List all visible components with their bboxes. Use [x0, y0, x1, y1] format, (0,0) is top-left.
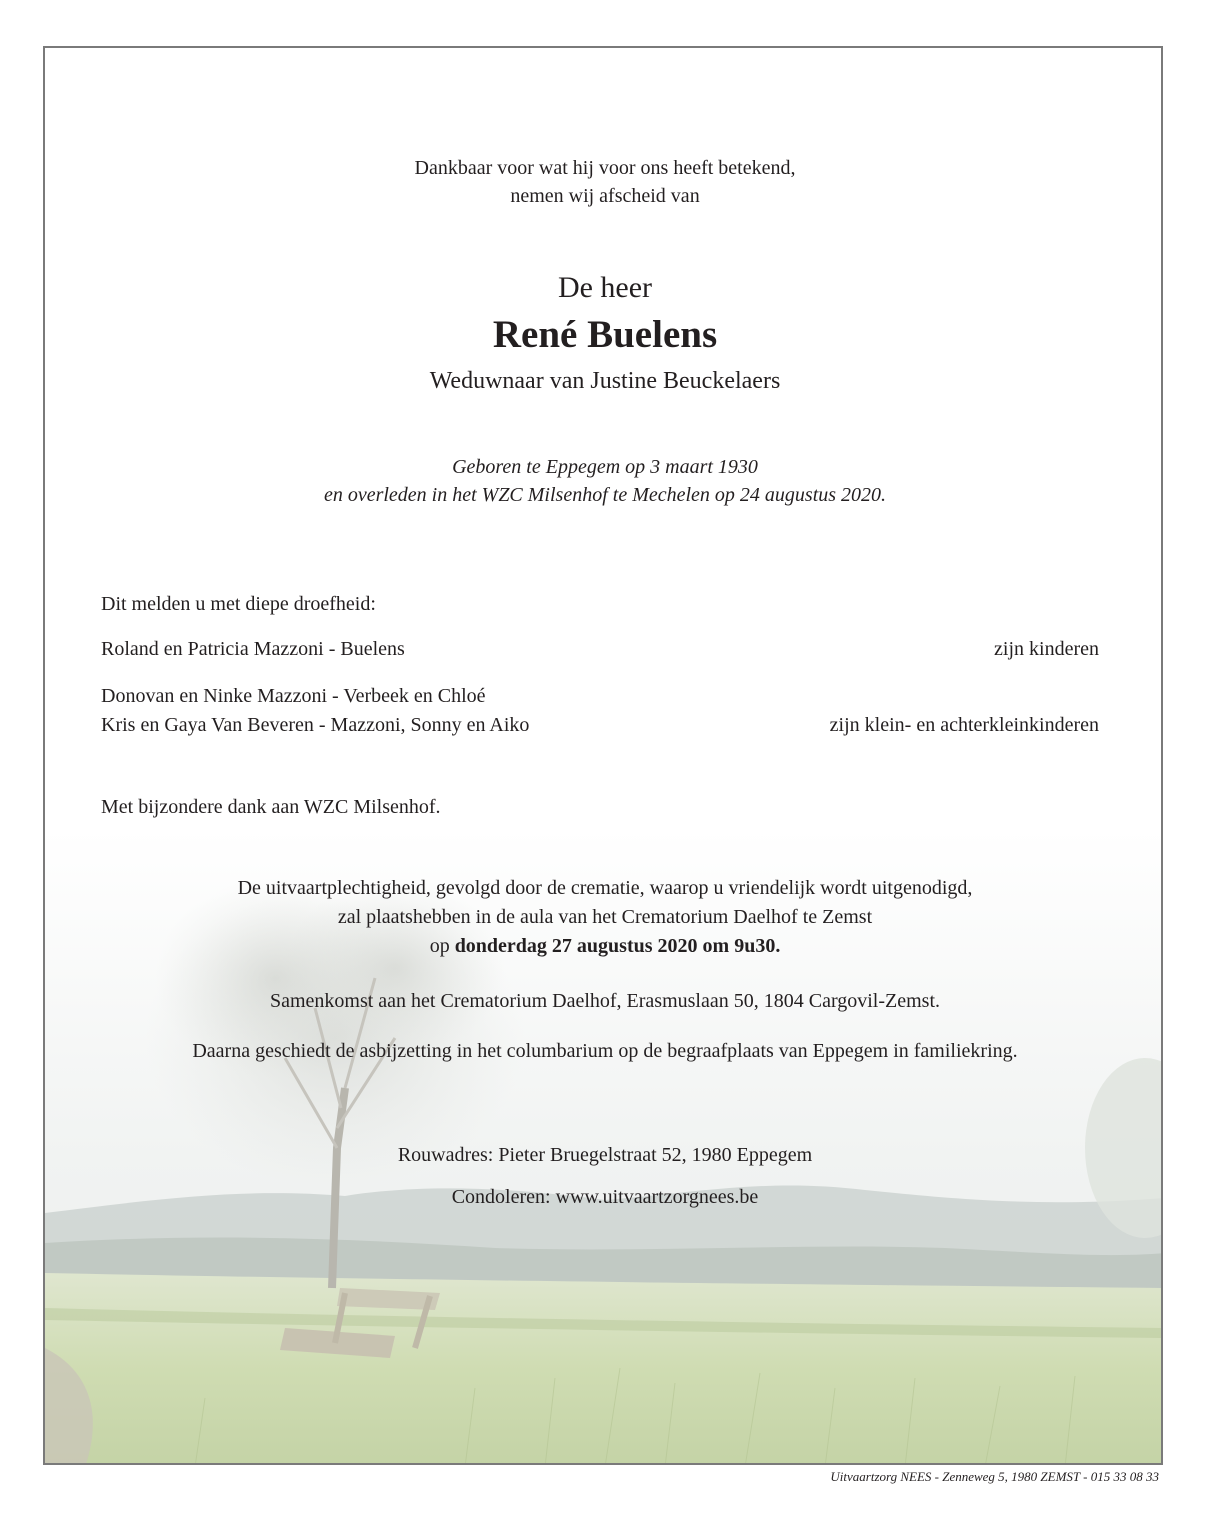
death-line: en overleden in het WZC Milsenhof te Mechelen op 24 augustus 2020.	[323, 484, 887, 506]
mourners-heading: Dit melden u met diepe droefheid:	[101, 593, 376, 615]
ceremony-line-1: De uitvaartplechtigheid, gevolgd door de crematie, waarop u vriendelijk wordt uitgenodigd,	[237, 877, 973, 899]
landscape-background-image	[45, 48, 1163, 1465]
condolence-link[interactable]: Condoleren: www.uitvaartzorgnees.be	[451, 1186, 759, 1208]
mourner-relation: zijn kinderen	[994, 638, 1099, 660]
funeral-home-footer: Uitvaartzorg NEES - Zenneweg 5, 1980 ZEMST - 015 33 08 33	[830, 1469, 1159, 1484]
obituary-card	[43, 46, 1163, 1465]
salutation: De heer	[557, 271, 653, 304]
mourner-name: Roland en Patricia Mazzoni - Buelens	[101, 638, 405, 660]
mourner-relation: zijn klein- en achterkleinkinderen	[829, 714, 1099, 736]
thanks-line: Met bijzondere dank aan WZC Milsenhof.	[101, 796, 441, 818]
ceremony-line-2: zal plaatshebben in de aula van het Crematorium Daelhof te Zemst	[337, 906, 873, 928]
gathering-line: Samenkomst aan het Crematorium Daelhof, Erasmuslaan 50, 1804 Cargovil-Zemst.	[269, 990, 941, 1012]
mourning-address: Rouwadres: Pieter Bruegelstraat 52, 1980 Eppegem	[397, 1144, 813, 1166]
intro-line-2: nemen wij afscheid van	[510, 185, 700, 207]
mourner-name: Donovan en Ninke Mazzoni - Verbeek en Chloé	[101, 685, 486, 707]
ceremony-date-line	[45, 933, 1163, 959]
afterwards-line: Daarna geschiedt de asbijzetting in het columbarium op de begraafplaats van Eppegem in familiekring.	[192, 1040, 1018, 1062]
intro-line-1: Dankbaar voor wat hij voor ons heeft betekend,	[414, 157, 796, 179]
birth-line: Geboren te Eppegem op 3 maart 1930	[452, 456, 758, 478]
deceased-name: René Buelens	[492, 313, 718, 356]
relation-line: Weduwnaar van Justine Beuckelaers	[429, 368, 781, 394]
ceremony-date-prefix: op	[429, 935, 455, 957]
mourner-name: Kris en Gaya Van Beveren - Mazzoni, Sonny en Aiko	[101, 714, 530, 736]
ceremony-date: donderdag 27 augustus 2020 om 9u30.	[454, 935, 781, 957]
